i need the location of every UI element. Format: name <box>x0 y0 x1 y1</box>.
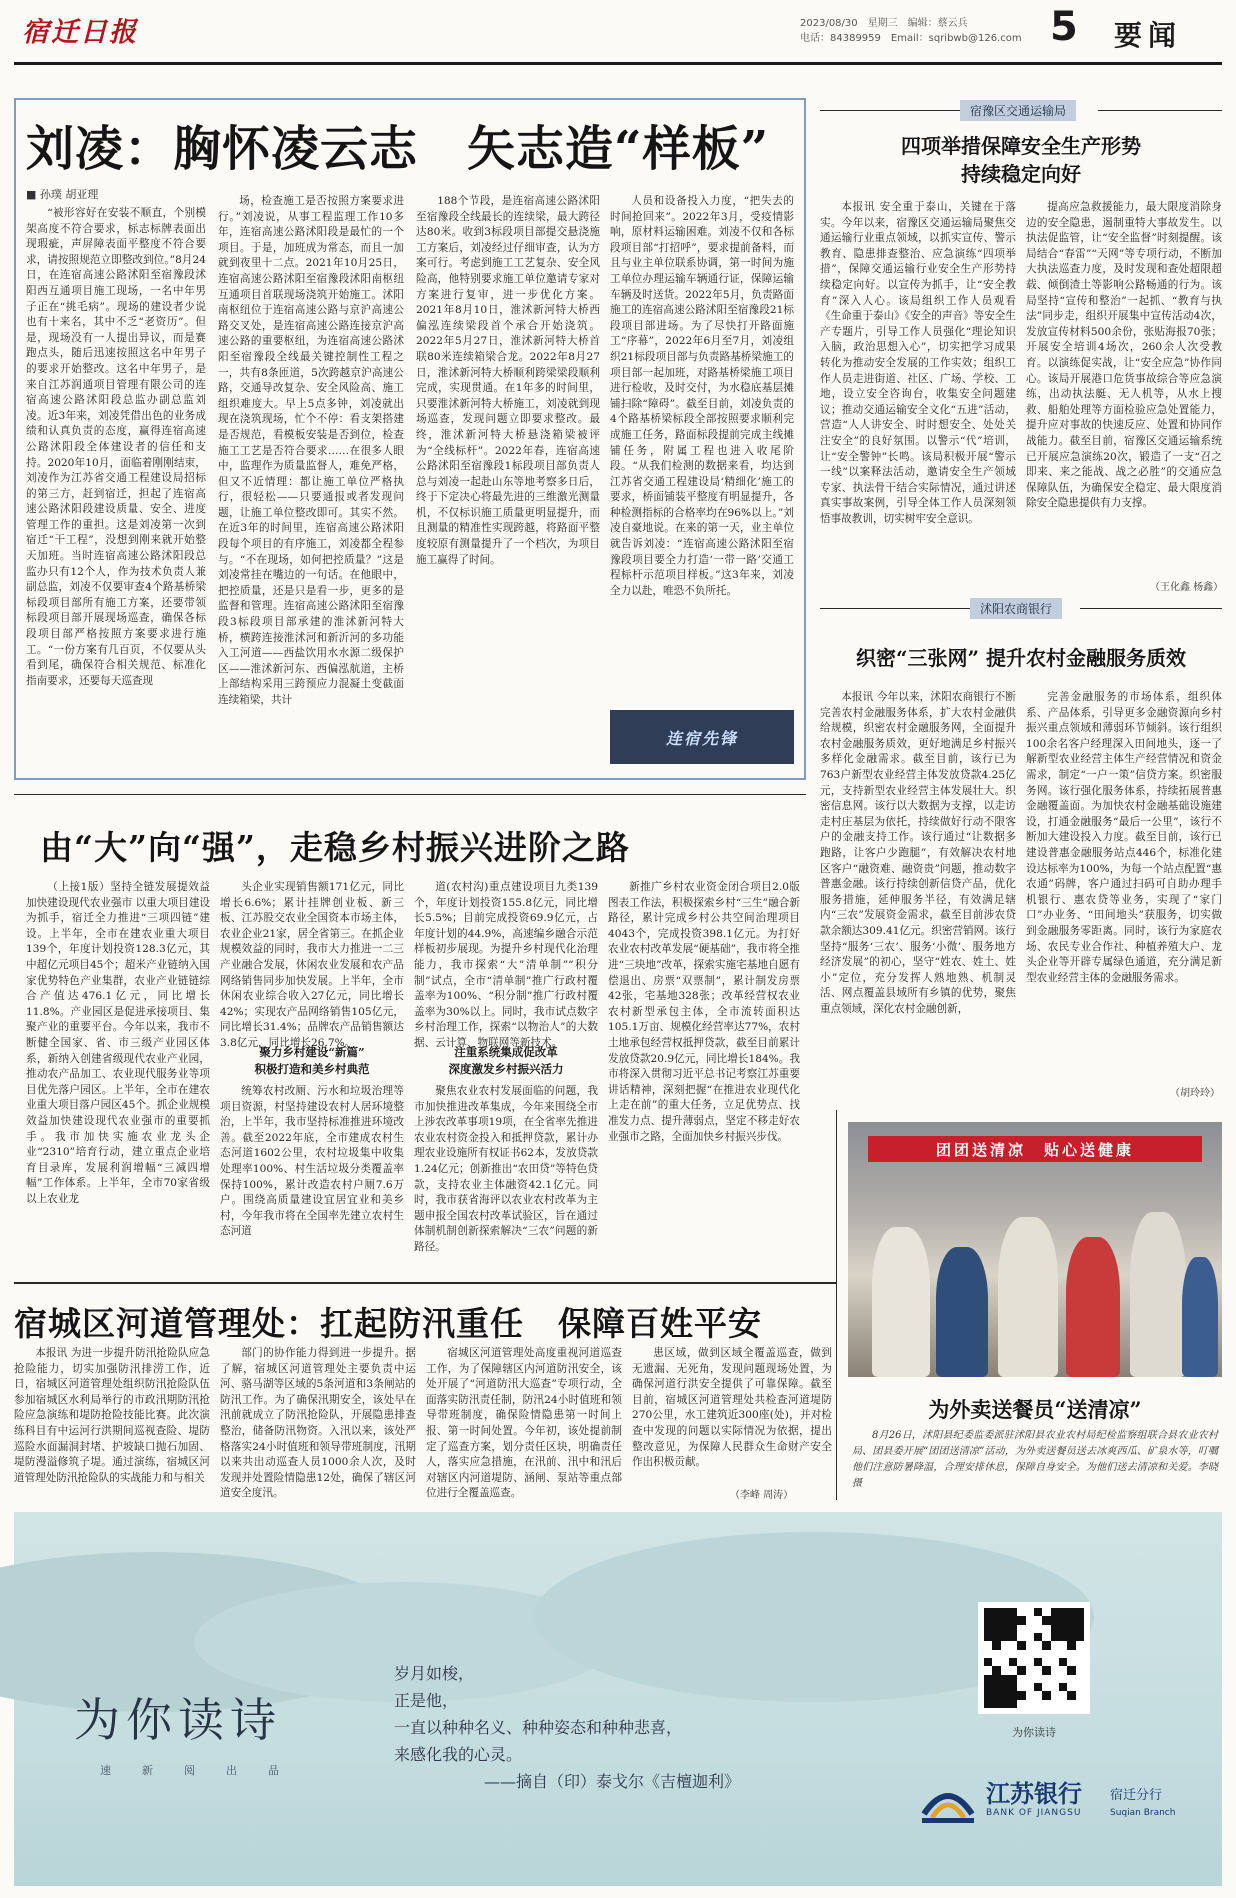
qr-module <box>1067 1700 1075 1708</box>
qr-module <box>984 1691 992 1699</box>
qr-module <box>1017 1650 1025 1658</box>
masthead <box>0 0 1236 62</box>
photo-figure <box>936 1247 988 1377</box>
ad-title: 为你读诗 <box>74 1693 282 1747</box>
qr-module <box>1026 1650 1034 1658</box>
bank-branch: 宿迁分行 <box>1110 1788 1163 1803</box>
news-photo[interactable] <box>848 1122 1222 1377</box>
qr-module <box>1042 1633 1050 1641</box>
qr-module <box>1076 1633 1084 1641</box>
qr-module <box>1076 1650 1084 1658</box>
qr-module <box>1009 1683 1017 1691</box>
bank-article-title[interactable]: 织密“三张网” 提升农村金融服务质效 <box>856 646 1186 670</box>
ad-poem <box>394 1660 740 1795</box>
qr-module <box>1009 1616 1017 1624</box>
photo-figure <box>1066 1237 1120 1377</box>
qr-module <box>1067 1633 1075 1641</box>
qr-module <box>1051 1625 1059 1633</box>
poem-line: 正是他， <box>394 1691 459 1710</box>
qr-module <box>992 1675 1000 1683</box>
traffic-article-col-2: 提高应急救援能力，最大限度消除身边的安全隐患，遏制重特大事故发生。以执法促监管，让“安全监督”时刻提醒。该局结合“春雷”“天网”等专项行动，不断加大执法巡查力度，及时发现和查处超限超载、倾倒渣土等影响公路畅通的行为。该局坚持“宣传和整治”一起抓、“教育与执法”同步走，组织开展集中宣传活动4次，发放宣传材料500余份，张贴海报70张；开展安全培训4场次，260余人次受教育。以演练促实战，让“安全应急”协作同心。该局开展港口危货事故综合等应急演练，出动执法艇、无人机等，从水上搜救、船舶处理等方面检验应急处置能力，提升应对事故的快速反应、处置和协同作战能力。截至目前，宿豫区交通运输系统已开展应急演练20次，锻造了一支“召之即来、来之能战、战之必胜”的交通应急保障队伍，为确保安全稳定、最大限度消除安全隐患提供有力支撑。 <box>1026 201 1222 510</box>
ad-subtitle: 速 新 阅 出 品 <box>100 1764 289 1777</box>
lead-article-col-2: 场，检查施工是否按照方案要求进行。”刘凌说，从事工程监理工作10多年，连宿高速公路沭阳段是最忙的一个项目。于是，加班成为常态，而且一加就到夜里十二点。2021年10月25日，连宿高速公路沭阳至宿豫段沭阳南枢纽互通项目首联现场浇筑开始施工。沭阳南枢纽位于连宿高速公路与京沪高速公路交叉处，是连宿高速公路连接京沪高速公路的重要枢纽，为连宿高速公路沭阳至宿豫段全线最关键控制性工程之一，共有8条匝道，5次跨越京沪高速公路，交通导改复杂、安全风险高、施工组织难度大。早上5点多钟，刘凌就出现在浇筑现场，忙个不停：看支架搭建是否规范，看模板安装是否到位，检查施工工艺是否符合要求……在很多人眼中，监理作为质量监督人，难免严格，但又不近情理：都让施工单位严格执行，很轻松——只要通报或者发现问题，让施工单位整改即可。其实不然。在近3年的时间里，连宿高速公路沭阳段每个项目的有序施工，刘凌都全程参与。“不在现场，如何把控质量？”这是刘凌常挂在嘴边的一句话。在他眼中，把控质量，还是只是看一步，更多的是监督和管理。连宿高速公路沭阳至宿豫段3标段项目部承建的淮沭新河特大桥，横跨连接淮沭河和新沂河的多功能入工河道——西盐饮用水水源二级保护区——淮沭新河东、西偏泓航道，主桥上部结构采用三跨预应力混凝土变截面连续箱梁，共计 <box>218 195 404 706</box>
qr-module <box>992 1633 1000 1641</box>
qr-module <box>1026 1666 1034 1674</box>
qr-module <box>1042 1675 1050 1683</box>
qr-module <box>1026 1683 1034 1691</box>
qr-module <box>1042 1616 1050 1624</box>
qr-code-pattern <box>984 1608 1084 1708</box>
qr-module <box>1076 1675 1084 1683</box>
qr-module <box>1076 1616 1084 1624</box>
lead-article-col-4: 人员和设备投入力度，“把失去的时间抢回来”。2022年3月，受疫情影响，原材料运输困难。刘凌不仅和各标段项目部“打招呼”，要求提前备料，而且与业主单位联系协调，第一时间为施工单位办理运输车辆通行证，保障运输车辆及时送货。2022年5月，负责路面施工的连宿高速公路沭阳至宿豫段21标段项目部进场。为了尽快打开路面施工“序幕”，2022年6月至7月，刘凌组织21标段项目部与负责路基桥梁施工的项目部一起加班，对路基桥梁施工项目进行检收，及时交付，为水稳底基层摊铺扫除“障碍”。截至目前，刘凌负责的4个路基桥梁标段全部按照要求顺利完成施工任务，路面标段提前完成主线摊铺任务，附属工程也进入收尾阶段。“从我们检测的数据来看，均达到江苏省交通工程建设局‘精细化’施工的要求，桥面铺装平整度有明显提升，各种检测指标的合格率均在96%以上。”刘凌自豪地说。在来的第一天，业主单位就告诉刘凌：“连宿高速公路沭阳至宿豫段项目要全力打造‘一带一路’交通工程标杆示范项目样板。”这3年来，刘凌全力以赴，唯恐不负所托。 <box>610 195 794 597</box>
lead-article-col-1: “被形容好在安装不顺直，个别模架高度不符合要求，标志标牌表面出现瑕疵，声屏障表面平整度不符合要求，请按照规范立即整改到位。”8月24日，在连宿高速公路沭阳至宿豫段沭阳西互通项目施工现场，一名中年男子正在“挑毛病”。现场的建设者少说也有十来名，其中不乏“老资历”。但是，现场没有一人提出异议，而是赛跑点头，随后迅速按照这名中年男子的要求开始整改。这名中年男子，是来自江苏润通项目管理有限公司的连宿高速公路沭阳段总监办副总监刘凌。近3年来，刘凌凭借出色的业务成绩和认真负责的态度，赢得连宿高速公路沭阳段全体建设者的信任和支持。2020年10月，面临着刚刚结束，刘凌作为江苏省交通工程建设局招标的第三方，赶到宿迁，担起了连宿高速公路沭阳段建设质量、安全、进度管理工作的重担。这是刘凌第一次到宿迁“干工程”，没想到刚来就开始整天加班。当时连宿高速公路沭阳段总监办只有12个人，作为技术负责人兼副总监，刘凌不仅要审查4个路基桥梁标段项目部所有施工方案，还要带领标段项目部开展现场巡查，确保各标段项目部严格按照方案要求进行施工。“一份方案有几百页，不仅要从头看到尾，确保符合相关规范、标准化指南要求，还要每天巡查现 <box>26 207 206 687</box>
qr-module <box>1026 1616 1034 1624</box>
photo-caption: 8月26日，沭阳县纪委监委派驻沭阳县农业农村局纪检监察组联合县农业农村局、团县委开展“团团送清凉”活动，为外卖送餐员送去冰爽西瓜、矿泉水等，叮嘱他们注意防暑降温，合理安排休息，保障自身安全。为他们送去清凉和关爱。李晓 摄 <box>852 1430 1218 1489</box>
qr-module <box>1034 1616 1042 1624</box>
traffic-article-col-1: 本报讯 安全重于泰山，关键在于落实。今年以来，宿豫区交通运输局聚焦交通运输行业重点领域，以抓实宣传、警示教育、隐患排查整治、应急演练“四项举措”，保障交通运输行业安全生产形势持续稳定向好。以宣传为抓手，让“安全教育”深入人心。该局组织工作人员观看《生命重于泰山》《安全的声音》等安全生产专题片，引导工作人员强化“理论知识入脑，政治思想入心”，切实把学习成果转化为推动安全发展的工作实效；组织工作人员走进街道、社区、广场、学校、工地，设立安全咨询台，收集安全问题建议；推动交通运输安全文化“五进”活动，营造“人人讲安全、时时想安全、处处关注安全”的良好氛围。以警示“代”培训，让“安全警钟”长鸣。该局积极开展“警示一线”以案释法活动，邀请安全生产领域专家、执法骨干结合实际情况，通过讲述真实事故案例，引导全体工作人员深刻领悟事故教训，切实树牢安全意识。 <box>820 201 1016 525</box>
lead-article-byline: ■ 孙璞 胡亚理 <box>26 188 99 201</box>
qr-module <box>984 1700 992 1708</box>
qr-module <box>1001 1616 1009 1624</box>
qr-module <box>1076 1666 1084 1674</box>
qr-module <box>1067 1641 1075 1649</box>
qr-module <box>1059 1683 1067 1691</box>
qr-module <box>1059 1608 1067 1616</box>
photo-figure <box>1130 1212 1186 1377</box>
photo-banner: 团团送清凉 贴心送健康 <box>868 1136 1202 1162</box>
qr-module <box>1009 1666 1017 1674</box>
qr-module <box>1059 1641 1067 1649</box>
qr-module <box>1009 1658 1017 1666</box>
qr-module <box>1034 1666 1042 1674</box>
qr-module <box>1034 1700 1042 1708</box>
qr-module <box>1051 1641 1059 1649</box>
qr-module <box>1017 1641 1025 1649</box>
rural-subhead-2: 注重系统集成促改革 深度激发乡村振兴活力 <box>448 1045 564 1076</box>
qr-module <box>1001 1691 1009 1699</box>
qr-module <box>992 1650 1000 1658</box>
qr-module <box>1009 1625 1017 1633</box>
traffic-article-signoff: （王化鑫 杨鑫） <box>1150 582 1224 593</box>
qr-module <box>1059 1650 1067 1658</box>
qr-module <box>1042 1700 1050 1708</box>
qr-module <box>1067 1675 1075 1683</box>
qr-module <box>1051 1650 1059 1658</box>
qr-module <box>1001 1608 1009 1616</box>
qr-module <box>1026 1641 1034 1649</box>
qr-module <box>1001 1683 1009 1691</box>
poem-line: 岁月如梭， <box>394 1664 475 1683</box>
qr-module <box>992 1616 1000 1624</box>
qr-module <box>1009 1675 1017 1683</box>
qr-module <box>1001 1650 1009 1658</box>
qr-module <box>984 1683 992 1691</box>
qr-module <box>1042 1650 1050 1658</box>
qr-module <box>1026 1608 1034 1616</box>
bank-logo-icon <box>918 1774 978 1826</box>
river-article-col-3: 宿城区河道管理处高度重视河道巡查工作，为了保障辖区内河道防汛安全，该处开展了“河道防汛大巡查”专项行动，全面落实防汛责任制，防汛24小时值班和领导带班制度，确保险情隐患第一时间上报、第一时间处置。今年初，该处提前制定了巡查方案，划分责任区块，明确责任人，落实应急措施，在汛前、汛中和汛后对辖区内河道堤防、涵闸、泵站等重点部位进行全覆盖巡查。 <box>426 1347 622 1500</box>
qr-module <box>1051 1675 1059 1683</box>
contact-line: 电话：84389959 Email：sqribwb@126.com <box>800 33 1022 44</box>
qr-module <box>1017 1633 1025 1641</box>
qr-module <box>992 1625 1000 1633</box>
qr-module <box>992 1683 1000 1691</box>
qr-module <box>1059 1691 1067 1699</box>
qr-module <box>1001 1625 1009 1633</box>
masthead-rule <box>14 62 1222 65</box>
qr-module <box>1026 1658 1034 1666</box>
river-article-col-4: 患区域，做到区域全覆盖巡查，做到无遗漏、无死角，发现问题现场处置，为确保河道行洪安全提供了可靠保障。截至目前，宿城区河道管理处共检查河道堤防270公里，水工建筑近300座(处)，并对检查中发现的问题以实际情况为依据，提出整改意见，为保障人民群众生命财产安全作出积极贡献。 <box>632 1347 832 1469</box>
bank-branch-english: Suqian Branch <box>1110 1808 1176 1818</box>
qr-module <box>984 1658 992 1666</box>
section-rule <box>820 110 960 111</box>
qr-module <box>1042 1691 1050 1699</box>
qr-module <box>1017 1608 1025 1616</box>
qr-module <box>1076 1608 1084 1616</box>
qr-module <box>984 1650 992 1658</box>
bank-article-col-1: 本报讯 今年以来，沭阳农商银行不断完善农村金融服务体系，扩大农村金融供给规模，织密农村金融服务网，全面提升农村金融服务质效，更好地满足乡村振兴多样化金融需求。截至目前，该行已为763户新型农业经营主体发放贷款4.25亿元，支持新型农业经营主体发展壮大。织密信息网。该行以大数据为支撑，以走访走村庄基层为依托，持续做好行动不限客户的金融支持工作。该行通过“让数据多跑路，让客户少跑腿”，有效解决农村地区客户“融资难、融资贵”问题，推动数字普惠金融。该行持续创新信贷产品，优化服务措施，延伸服务半径，有效满足辖内“三农”发展资金需求，截至目前涉农贷款余额达309.41亿元。织密营销网。该行坚持“服务‘三农’、服务‘小微’、服务地方经济发展”的初心，坚守“姓农、姓土、姓小”定位，充分发挥人熟地熟、机制灵活、网点覆盖县域所有乡镇的优势，聚焦重点领域，深化农村金融创新， <box>820 691 1016 1015</box>
newspaper-logo: 宿迁日报 <box>22 17 138 48</box>
qr-module <box>1034 1683 1042 1691</box>
qr-module <box>1034 1675 1042 1683</box>
bank-name: 江苏银行 <box>986 1779 1082 1808</box>
qr-module <box>1026 1625 1034 1633</box>
qr-module <box>1067 1666 1075 1674</box>
poem-credit: ——摘自（印）泰戈尔《吉檀迦利》 <box>484 1772 741 1791</box>
rural-article-title[interactable]: 由“大”向“强”，走稳乡村振兴进阶之路 <box>40 828 630 867</box>
qr-module <box>1017 1683 1025 1691</box>
rural-article-col-2b: 统筹农村改厕、污水和垃圾治理等项目资源，村坚持建设农村人居环境整治，上半年，我市坚持标准推进环境改善。截至2022年底，全市建成农村生态河道1602公里，农村垃圾集中收集处理率100%、村生活垃圾分类覆盖率保持100%，累计改造农村户厕7.6万户。围绕高质量建设宜居宜业和美乡村，今年我市将在全国率先建立农村生态河道 <box>220 1085 404 1238</box>
issue-meta <box>800 16 1022 46</box>
qr-module <box>1076 1658 1084 1666</box>
poem-line: 一直以种种名义、种种姿态和种种悲喜， <box>394 1718 683 1737</box>
qr-module <box>1059 1700 1067 1708</box>
qr-module <box>1026 1691 1034 1699</box>
qr-module <box>1001 1641 1009 1649</box>
lead-article-title[interactable]: 刘凌：胸怀凌云志 矢志造“样板” <box>26 121 770 177</box>
qr-module <box>1076 1691 1084 1699</box>
qr-module <box>1017 1700 1025 1708</box>
qr-module <box>1034 1625 1042 1633</box>
photo-figure <box>872 1227 930 1377</box>
rural-subhead-1: 聚力乡村建设“新篇” 积极打造和美乡村典范 <box>254 1045 370 1076</box>
bank-article-signoff: （胡玲玲） <box>1170 1088 1220 1099</box>
qr-module <box>992 1641 1000 1649</box>
qr-module <box>984 1641 992 1649</box>
qr-module <box>992 1658 1000 1666</box>
qr-module <box>1017 1691 1025 1699</box>
qr-module <box>1017 1658 1025 1666</box>
photo-figure <box>1182 1257 1218 1377</box>
qr-module <box>1051 1683 1059 1691</box>
qr-module <box>1076 1683 1084 1691</box>
qr-module <box>1009 1691 1017 1699</box>
qr-module <box>1001 1633 1009 1641</box>
qr-module <box>1051 1633 1059 1641</box>
qr-module <box>984 1633 992 1641</box>
qr-code[interactable] <box>978 1602 1090 1714</box>
rural-article-col-1: （上接1版）坚持全链发展提效益 加快建设现代农业强市 以重大项目建设为抓手，宿迁全力推进“三项四链”建设。上半年，全市在建农业重大项目139个，年度计划投资128.3亿元，其中超亿元项目45个；超米产业链纳入国家优势特色产业集群，农业产业链链综合产值达476.1亿元，同比增长11.8%。产业园区是促进承接项目、集聚产业的重要平台。今年以来，我市不断健全国家、省、市三级产业园区体系，新纳入创建省级现代农业产业园，推动农产品加工、农业现代服务业等项目优先落户园区。上半年，全市在建农业重大项目落户园区45个。抓企业规模效益加快建设现代农业强市的重要抓手。我市加快实施农业龙头企业“2310”培育行动，建立重点企业培育目录库，发展利润增幅“三减四增幅”工作体系。上半年，全市70家省级以上农业龙 <box>26 881 210 1205</box>
rural-article-col-2: 头企业实现销售额171亿元，同比增长6.6%；累计挂牌创业板、新三板、江苏股交农业全国资本市场主体，农业企业21家，居全省第三。在抓企业规模效益的同时，我市大力推进一二三产业融合发展，休闲农业发展和农产品网络销售同步加快发展。上半年，全市休闲农业综合收入27亿元，同比增长42%；实现农产品网络销售105亿元，同比增长31.4%；品牌农产品销售额达3.8亿元，同比增长26.7%。 <box>220 881 404 1049</box>
qr-module <box>1009 1608 1017 1616</box>
section-rule <box>1098 110 1222 111</box>
section-tag-bank: 沭阳农商银行 <box>970 598 1062 619</box>
bank-article-col-2: 完善金融服务的市场体系，组织体系、产品体系，引导更多金融资源向乡村振兴重点领域和薄弱环节倾斜。该行组织100余名客户经理深入田间地头，逐一了解新型农业经营主体生产经营情况和资金需求，制定“一户一策”信贷方案。织密服务网。该行强化服务体系，持续拓展普惠金融覆盖面。为加快农村金融基础设施建设，打通金融服务“最后一公里”，该行不断加大建设投入力度。截至目前，该行已建设普惠金融服务站点446个，标准化建设达标率为100%，为每一个站点配置“惠农通”码牌，客户通过扫码可自助办理手机银行、惠农贷等业务，实现了“家门口”办业务、“田间地头”获服务，切实做到金融服务零距离。同时，该行为家庭农场、农民专业合作社、种植养殖大户、龙头企业等开辟专属绿色通道，充分满足新型农业经营主体的金融服务需求。 <box>1026 691 1222 984</box>
qr-module <box>1009 1700 1017 1708</box>
photo-title: 为外卖送餐员“送清凉” <box>928 1397 1142 1422</box>
qr-module <box>1051 1691 1059 1699</box>
qr-module <box>1001 1666 1009 1674</box>
qr-module <box>1067 1691 1075 1699</box>
qr-module <box>1067 1616 1075 1624</box>
qr-module <box>1051 1616 1059 1624</box>
qr-module <box>984 1666 992 1674</box>
river-article-col-1: 本报讯 为进一步提升防汛抢险队应急抢险能力，切实加强防汛排涝工作，近日，宿城区河道管理处组织防汛抢险队伍参加宿城区水利局举行的市政汛期防汛抢险应急演练和堤防抢险技能比赛。此次演练科目有中运河行洪期间巡视查险、堤防巡险水面漏洞封堵、护坡缺口抛石加固、堤防漫溢修筑子堤。通过演练，宿城区河道管理处防汛抢险队的实战能力和与相关 <box>14 1347 210 1484</box>
photo-figure <box>998 1217 1058 1377</box>
divider <box>14 794 806 795</box>
bank-name-english: BANK OF JIANGSU <box>986 1808 1082 1818</box>
qr-module <box>1026 1633 1034 1641</box>
qr-module <box>1051 1700 1059 1708</box>
qr-module <box>1001 1658 1009 1666</box>
qr-module <box>992 1666 1000 1674</box>
divider <box>14 1282 836 1284</box>
qr-module <box>1059 1625 1067 1633</box>
qr-module <box>1059 1658 1067 1666</box>
poem-line: 来感化我的心灵。 <box>394 1745 523 1764</box>
qr-module <box>1067 1683 1075 1691</box>
traffic-article-title[interactable]: 四项举措保障安全生产形势 持续稳定向好 <box>901 134 1141 186</box>
qr-module <box>1009 1633 1017 1641</box>
page-name: 要闻 <box>1114 19 1183 52</box>
rural-article-col-3b: 聚焦农业农村发展面临的问题，我市加快推进改革集成，今年来围绕全市上涉农改革事项19项，在全省率先推进农业农村资金投入和抵押贷款，累计办理农业设施所有权证书62本，发放贷款1.24亿元；创新推出“农田贷”等特色贷款，支持农业主体融资42.1亿元。同时，我市获省海评以农业农村改革为主题申报全国农村改革试验区，旨在通过体制机制创新探索解决“三农”问题的新路径。 <box>414 1085 598 1253</box>
qr-module <box>1076 1700 1084 1708</box>
column-stamp: 连宿先锋 <box>610 710 794 764</box>
qr-module <box>1067 1625 1075 1633</box>
qr-module <box>1042 1666 1050 1674</box>
qr-module <box>1017 1625 1025 1633</box>
qr-module <box>1034 1608 1042 1616</box>
date-line: 2023/08/30 星期三 编辑：蔡云兵 <box>800 18 968 29</box>
qr-module <box>1042 1625 1050 1633</box>
qr-module <box>1034 1641 1042 1649</box>
qr-label: 为你读诗 <box>1012 1726 1056 1739</box>
page-number: 5 <box>1050 4 1078 50</box>
qr-module <box>1026 1675 1034 1683</box>
qr-module <box>1067 1658 1075 1666</box>
qr-module <box>1059 1675 1067 1683</box>
lead-article-col-3: 188个节段，是连宿高速公路沭阳至宿豫段全线最长的连续梁，最大跨径达80米。收到3标段项目部提交悬浇施工方案后，刘凌经过仔细审查，认为方案可行。考虑到施工工艺复杂、安全风险高，他特别要求施工单位邀请专家对方案进行复审，进一步优化方案。2021年8月10日，淮沭新河特大桥西偏泓连续梁段首个承合开始浇筑。2022年5月27日，淮沭新河特大桥首联80米连续箱梁合龙。2022年8月27日，淮沭新河特大桥顺利跨梁梁段顺利完成，实现贯通。在1年多的时间里，只要淮沭新河特大桥施工，刘凌就到现场巡查，发现问题立即要求整改。最终，淮沭新河特大桥悬浇箱梁被评为“全线标杆”。2022年春，连宿高速公路沭阳至宿豫段1标段项目部负责人总与刘凌一起赴山东等地考察多日后，终于下定决心将最先进的三维激光测量机，不仅标识施工质量更明显提升，而且测量的精准性实现跨越，将路面平整度较原有测量提升了一个档次，为项目施工赢得了时间。 <box>416 195 600 566</box>
qr-module <box>1051 1658 1059 1666</box>
qr-module <box>984 1625 992 1633</box>
section-tag-traffic: 宿豫区交通运输局 <box>960 100 1076 121</box>
river-article-col-2: 部门的协作能力得到进一步提升。据了解，宿城区河道管理处主要负责中运河、骆马湖等区域的5条河道和3条闸站的防汛工作。为了确保汛期安全，该处早在汛前就成立了防汛抢险队，开展隐患排查整治，储备防汛物资。入汛以来，该处严格落实24小时值班和领导带班制度，汛期以来共出动巡查人员1000余人次，及时发现并处置险情隐患12处，确保了辖区河道安全度汛。 <box>220 1347 416 1500</box>
section-rule <box>820 608 970 609</box>
qr-module <box>1034 1633 1042 1641</box>
river-article-title[interactable]: 宿城区河道管理处：扛起防汛重任 保障百姓平安 <box>14 1304 762 1343</box>
rural-article-col-4: 新推广乡村农业资金闭合项目2.0版图表工作法，积极探索乡村“三生”融合新路径，累计完成乡村公共空间治理项目4043个，完成投资398.1亿元。为打好农业农村改革发展“硬基础”，我市将全推进“三块地”改革，探索实施宅基地自愿有偿退出、房票“双票制”，累计制发房票42张，宅基地328张；改革经营权农业农村新型承包主体，全市流转面积达105.1万亩、规模化经营率达77%，农村土地承包经营权抵押贷款，截至目前累计发放贷款20.9亿元，同比增长184%。我市将深入贯彻习近平总书记考察江苏重要讲话精神，深刻把握“在推进农业现代化上走在前”的重大任务，立足优势点、找准发力点、提升薄弱点，坚定不移走好农业强市之路，全面加快乡村振兴步伐。 <box>608 881 800 1143</box>
poetry-advertisement[interactable] <box>14 1512 1222 1886</box>
qr-module <box>1034 1658 1042 1666</box>
qr-module <box>1017 1666 1025 1674</box>
qr-module <box>1034 1691 1042 1699</box>
qr-module <box>1042 1683 1050 1691</box>
qr-module <box>1042 1641 1050 1649</box>
section-rule <box>1080 608 1222 609</box>
qr-module <box>1051 1666 1059 1674</box>
qr-module <box>1009 1641 1017 1649</box>
qr-module <box>1067 1608 1075 1616</box>
qr-module <box>1059 1633 1067 1641</box>
qr-module <box>1059 1666 1067 1674</box>
qr-module <box>1067 1650 1075 1658</box>
qr-module <box>992 1700 1000 1708</box>
qr-module <box>1017 1675 1025 1683</box>
qr-module <box>1001 1700 1009 1708</box>
qr-module <box>984 1675 992 1683</box>
qr-module <box>992 1691 1000 1699</box>
qr-module <box>1001 1675 1009 1683</box>
qr-module <box>984 1616 992 1624</box>
qr-module <box>984 1608 992 1616</box>
qr-module <box>1051 1608 1059 1616</box>
qr-module <box>1034 1650 1042 1658</box>
qr-module <box>1076 1641 1084 1649</box>
qr-module <box>1076 1625 1084 1633</box>
rural-article-col-3: 道(农村沟)重点建设项目九类139个，年度计划投资155.8亿元，同比增长5.5%；目前完成投资69.9亿元，占年度计划的44.9%，高速编乡融合示范样板初步展现。为提升乡村现代化治理能力，我市探索“大”清单制”“积分制”试点，全市“清单制”推广行政村覆盖率为100%、“积分制”推广行政村覆盖率为30%以上。同时，我市试点数字乡村治理工作，探索“以物治人”的大数据、云计算、物联网等新技术。 <box>414 881 598 1049</box>
qr-module <box>992 1608 1000 1616</box>
qr-module <box>1009 1650 1017 1658</box>
qr-module <box>1042 1608 1050 1616</box>
divider <box>836 1110 837 1500</box>
qr-module <box>1042 1658 1050 1666</box>
qr-module <box>1017 1616 1025 1624</box>
qr-module <box>1026 1700 1034 1708</box>
river-article-signoff: （李峰 周涛） <box>730 1490 794 1501</box>
qr-module <box>1059 1616 1067 1624</box>
